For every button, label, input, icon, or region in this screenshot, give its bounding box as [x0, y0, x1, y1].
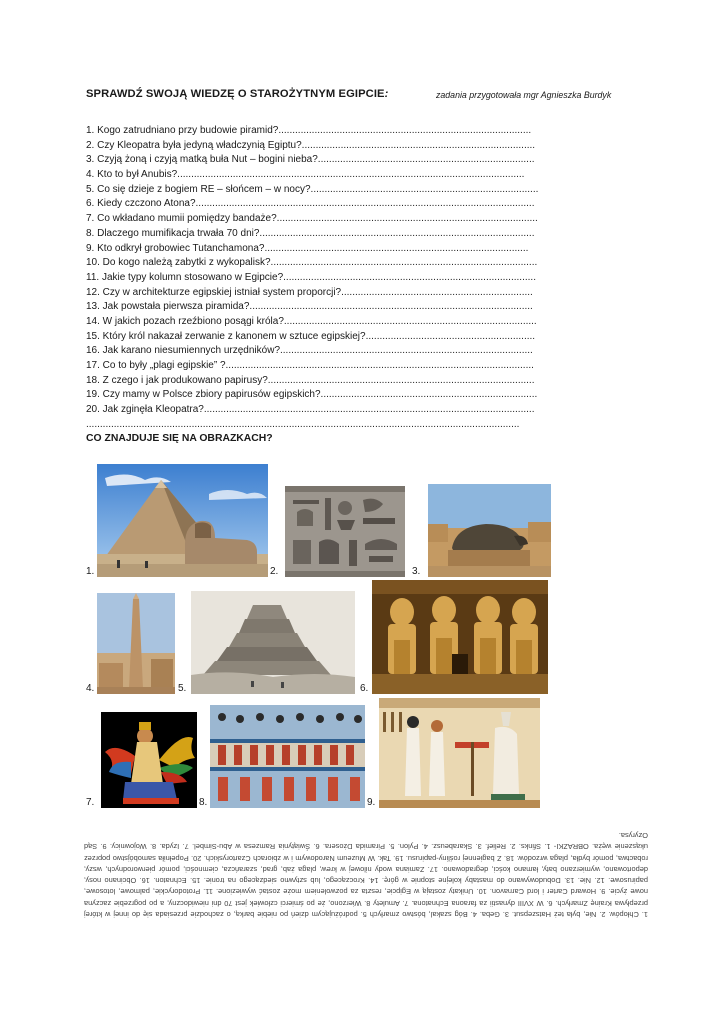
picture-label: 4.	[86, 683, 95, 694]
question-item: 8. Dlaczego mumifikacja trwała 70 dni?...................................................................................................	[86, 227, 535, 239]
question-item: 15. Który król nakazał zerwanie z kanonem w sztuce egipskiej?.............................................................	[86, 330, 536, 342]
picture-label: 3.	[412, 566, 421, 577]
warriors-painting-image	[210, 705, 365, 808]
step-pyramid-image	[191, 591, 355, 694]
pictures-section-title: CO ZNAJDUJE SIĘ NA OBRAZKACH?	[86, 433, 273, 444]
question-item: 17. Co to były „plagi egipskie” ?...............................................................................................................	[86, 360, 534, 371]
question-item: 5. Co się dzieje z bogiem RE – słońcem – w nocy?..................................................................................	[86, 183, 539, 195]
worksheet-title: SPRAWDŹ SWOJĄ WIEDZĘ O STAROŻYTNYM EGIPCIE:	[86, 88, 389, 100]
question-item: 12. Czy w architekturze egipskiej istniał system proporcji?.....................................................................	[86, 286, 533, 298]
question-item: 1. Kogo zatrudniano przy budowie piramid?...........................................................................................	[86, 125, 532, 136]
author-credit: zadania przygotowała mgr Agnieszka Burdyk	[436, 90, 612, 100]
question-item: 6. Kiedy czczono Atona?..........................................................................................................................	[86, 198, 535, 210]
question-item: 3. Czyją żoną i czyją matką buła Nut – bogini nieba?..............................................................................	[86, 154, 535, 166]
hieroglyph-relief-image	[285, 486, 405, 577]
question-item: 16. Jak karano niesumiennych urzędników?...........................................................................................	[86, 345, 533, 357]
picture-label: 2.	[270, 566, 279, 577]
picture-label: 6.	[360, 683, 369, 694]
question-dotted-line: ............................................................................................................................................................	[86, 418, 520, 430]
question-item: 7. Co wkładano mumii pomiędzy bandaże?..............................................................................................	[86, 213, 538, 225]
abu-simbel-temple-image	[372, 580, 548, 694]
scarab-statue-image	[428, 484, 551, 577]
question-item: 2. Czy Kleopatra była jedyną władczynią Egiptu?....................................................................................	[86, 139, 536, 151]
question-item: 18. Z czego i jak produkowano papirusy?................................................................................................	[86, 374, 535, 386]
question-item: 19. Czy mamy w Polsce zbiory papirusów egipskich?..............................................................................	[86, 389, 538, 401]
picture-label: 8.	[199, 797, 208, 808]
question-item: 13. Jak powstała pierwsza piramida?......................................................................................................	[86, 301, 533, 313]
isis-goddess-image	[101, 712, 197, 808]
picture-label: 5.	[178, 683, 187, 694]
question-item: 20. Jak zginęła Kleopatra?.......................................................................................................................	[86, 404, 535, 416]
answer-key-upside-down: 1. Chłopów. 2. Nie, była też Hatszepsut. 3. Geba. 4. Bóg szakal, bóstwo zmarłych 5. podróżującym dzień po niebie barką, o zachodzie przesiada się do innej w której przepływa Krainę Zmarłych. 6. W XVIII dynastii za faraona Echnatona. 7. Amulety 8. Wierzono, że po śmierci człowiek jest 70 dni niewidoczny, a po pogrzebie zaczyna nowe życie. 9. Howard Carter i lord Carnavon. 10. Unikaty zostają w Egipcie, reszta za pozwoleniem może zostać wywiezione. 11. Protodoryckie, palmowe, lotosowe, papirusowe. 12. Nie. 13. Dobudowywano do mastaby kolejne stopnie w górę. 14. Kroczącego, lub sztywno siedzącego na tronie. 15. Echnaton. 16. Obcinano nosy, deportowano, wymierzano baty, łamano kości, degradowano. 17. Zamiana wody nilowej w krew, plaga żab, grad, szarańcza, ciemności, pomór pierworodnych, wszy, robactwa, pomór bydła, plaga wrzodów. 18. Z bagiennej rośliny-papirusu. 19. Tak. W Muzeum Narodowym i w zbiorach Czartoryskich. 20. Popełniła samobójstwo poprzez ukąszenie węża. OBRAZKI- 1. Sfinks. 2. Relief. 3. Skarabeusz. 4. Pylon. 5. Piramida Dżosera. 6. Świątynia Ramzesa w Abu-Simbel. 7. Izyda. 8. Wojownicy. 9. Sąd Ozyrysa.	[84, 830, 648, 919]
sphinx-pyramid-image	[97, 464, 268, 577]
judgement-of-osiris-image	[379, 698, 540, 808]
question-item: 4. Kto to był Anubis?.............................................................................................................................	[86, 169, 525, 181]
obelisk-image	[97, 593, 175, 694]
question-list	[86, 124, 586, 432]
question-item: 9. Kto odkrył grobowiec Tutanchamona?...............................................................................................	[86, 242, 529, 254]
question-item: 11. Jakie typy kolumn stosowano w Egipcie?...........................................................................................	[86, 271, 536, 283]
question-item: 10. Do kogo należą zabytki z wykopalisk?................................................................................................	[86, 257, 538, 269]
picture-label: 1.	[86, 566, 95, 577]
picture-label: 9.	[367, 797, 376, 808]
question-item: 14. W jakich pozach rzeźbiono posągi króla?...........................................................................................	[86, 315, 537, 327]
picture-label: 7.	[86, 797, 95, 808]
